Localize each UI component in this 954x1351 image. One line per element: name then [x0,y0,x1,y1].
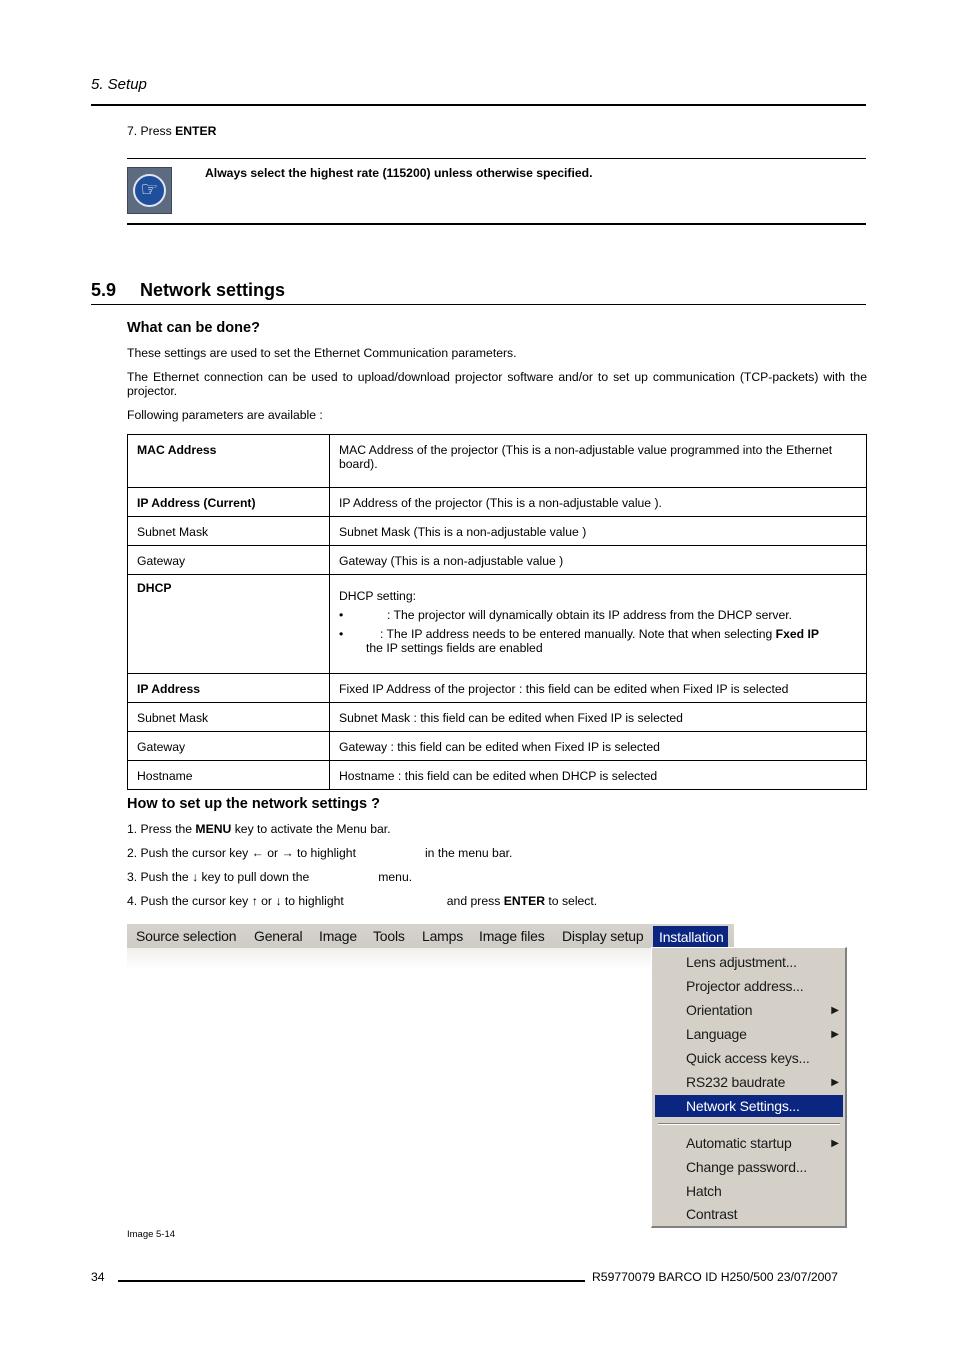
table-row [128,488,867,517]
menu-item-network-settings[interactable]: Network Settings... [686,1098,800,1114]
footer-rule [118,1280,585,1282]
dhcp-bullet-text: : The IP address needs to be entered manually. Note that when selecting [380,627,776,641]
param-desc-dhcp [330,575,867,674]
submenu-arrow-icon: ▶ [831,1077,839,1088]
param-desc: Hostname : this field can be edited when DHCP is selected [330,761,867,790]
dhcp-bullet: • : The projector will dynamically obtain its IP address from the DHCP server. [339,608,793,622]
section-number: 5.9 [91,280,117,300]
menu-installation[interactable]: Installation [653,926,728,948]
table-row [128,732,867,761]
what-paragraph-1: These settings are used to set the Ethernet Communication parameters. [127,346,517,360]
parameters-table [127,434,867,790]
param-name: MAC Address [128,435,330,488]
section-header: 5. Setup [91,76,147,93]
table-row [128,761,867,790]
param-name: IP Address [128,674,330,703]
menu-item-hatch[interactable]: Hatch [686,1183,722,1199]
menu-lamps[interactable]: Lamps [422,928,464,944]
table-row [128,517,867,546]
howto-step-3: 3. Push the ↓ key to pull down the menu. [127,870,413,884]
param-desc: IP Address of the projector (This is a non-adjustable value ). [330,488,867,517]
dhcp-desc: DHCP setting: [339,589,416,603]
menu-source-selection[interactable]: Source selection [136,928,237,944]
table-row [128,703,867,732]
installation-dropdown [651,947,847,1228]
param-name: Hostname [128,761,330,790]
dhcp-bullet-text2: the IP settings fields are enabled [366,641,543,655]
menu-item-lens-adjustment[interactable]: Lens adjustment... [686,954,797,970]
howto-step-4: 4. Push the cursor key ↑ or ↓ to highlight and press ENTER to select. [127,894,598,908]
header-rule [91,104,866,106]
menu-item-orientation[interactable]: Orientation [686,1002,753,1018]
menu-item-automatic-startup[interactable]: Automatic startup [686,1135,792,1151]
table-row [128,575,867,674]
submenu-arrow-icon: ▶ [831,1005,839,1016]
param-name: Gateway [128,546,330,575]
footer-doc-id: R59770079 BARCO ID H250/500 23/07/2007 [592,1270,838,1284]
step-7 [127,124,216,138]
menu-general[interactable]: General [254,928,303,944]
step-7-key: ENTER [175,124,217,138]
param-desc: Gateway (This is a non-adjustable value ) [330,546,867,575]
menu-item-projector-address[interactable]: Projector address... [686,978,804,994]
howto-step-1: 1. Press the MENU key to activate the Menu bar. [127,822,391,836]
step-7-text: 7. Press [127,124,176,138]
menu-tools[interactable]: Tools [373,928,405,944]
what-heading: What can be done? [127,320,260,336]
submenu-arrow-icon: ▶ [831,1029,839,1040]
submenu-arrow-icon: ▶ [831,1138,839,1149]
param-name: Gateway [128,732,330,761]
section-title [91,280,285,301]
menu-display-setup[interactable]: Display setup [562,928,644,944]
param-desc: Gateway : this field can be edited when Fixed IP is selected [330,732,867,761]
menu-image[interactable]: Image [319,928,357,944]
dhcp-bullet: • : The IP address needs to be entered manually. Note that when selecting Fxed IP the IP settings fields are enabled [339,627,820,655]
what-paragraph-2: The Ethernet connection can be used to upload/download projector software and/or to set up communication (TCP-packets) with the projector. [127,370,867,398]
what-paragraph-3: Following parameters are available : [127,408,323,422]
page-number: 34 [91,1270,105,1284]
howto-heading: How to set up the network settings ? [127,796,380,812]
param-name: IP Address (Current) [128,488,330,517]
tip-bottom-rule [127,223,866,225]
dhcp-bullet-bold: Fxed IP [775,627,820,641]
tip-top-rule [127,158,866,159]
param-desc: MAC Address of the projector (This is a non-adjustable value programmed into the Ethernet board). [330,435,867,488]
pointing-hand-icon: ☞ [127,167,172,214]
table-row [128,435,867,488]
param-desc: Subnet Mask : this field can be edited when Fixed IP is selected [330,703,867,732]
tip-text: Always select the highest rate (115200) unless otherwise specified. [205,166,593,180]
menu-bar [127,924,734,948]
section-title-text: Network settings [140,280,286,300]
menu-separator [658,1123,840,1125]
param-name: Subnet Mask [128,703,330,732]
menu-item-language[interactable]: Language [686,1026,747,1042]
menu-item-contrast[interactable]: Contrast [686,1206,738,1222]
table-row [128,546,867,575]
param-desc: Subnet Mask (This is a non-adjustable value ) [330,517,867,546]
menu-shadow [127,948,652,970]
menu-item-rs232-baudrate[interactable]: RS232 baudrate [686,1074,786,1090]
image-caption: Image 5-14 [127,1229,176,1240]
section-rule [91,304,866,305]
dhcp-bullet-text: : The projector will dynamically obtain its IP address from the DHCP server. [387,608,793,622]
howto-step-2: 2. Push the cursor key ← or → to highlight in the menu bar. [127,846,513,860]
param-desc: Fixed IP Address of the projector : this field can be edited when Fixed IP is selected [330,674,867,703]
param-name: DHCP [128,575,330,674]
menu-item-quick-access-keys[interactable]: Quick access keys... [686,1050,810,1066]
menu-item-change-password[interactable]: Change password... [686,1159,807,1175]
menu-image-files[interactable]: Image files [479,928,545,944]
table-row [128,674,867,703]
param-name: Subnet Mask [128,517,330,546]
